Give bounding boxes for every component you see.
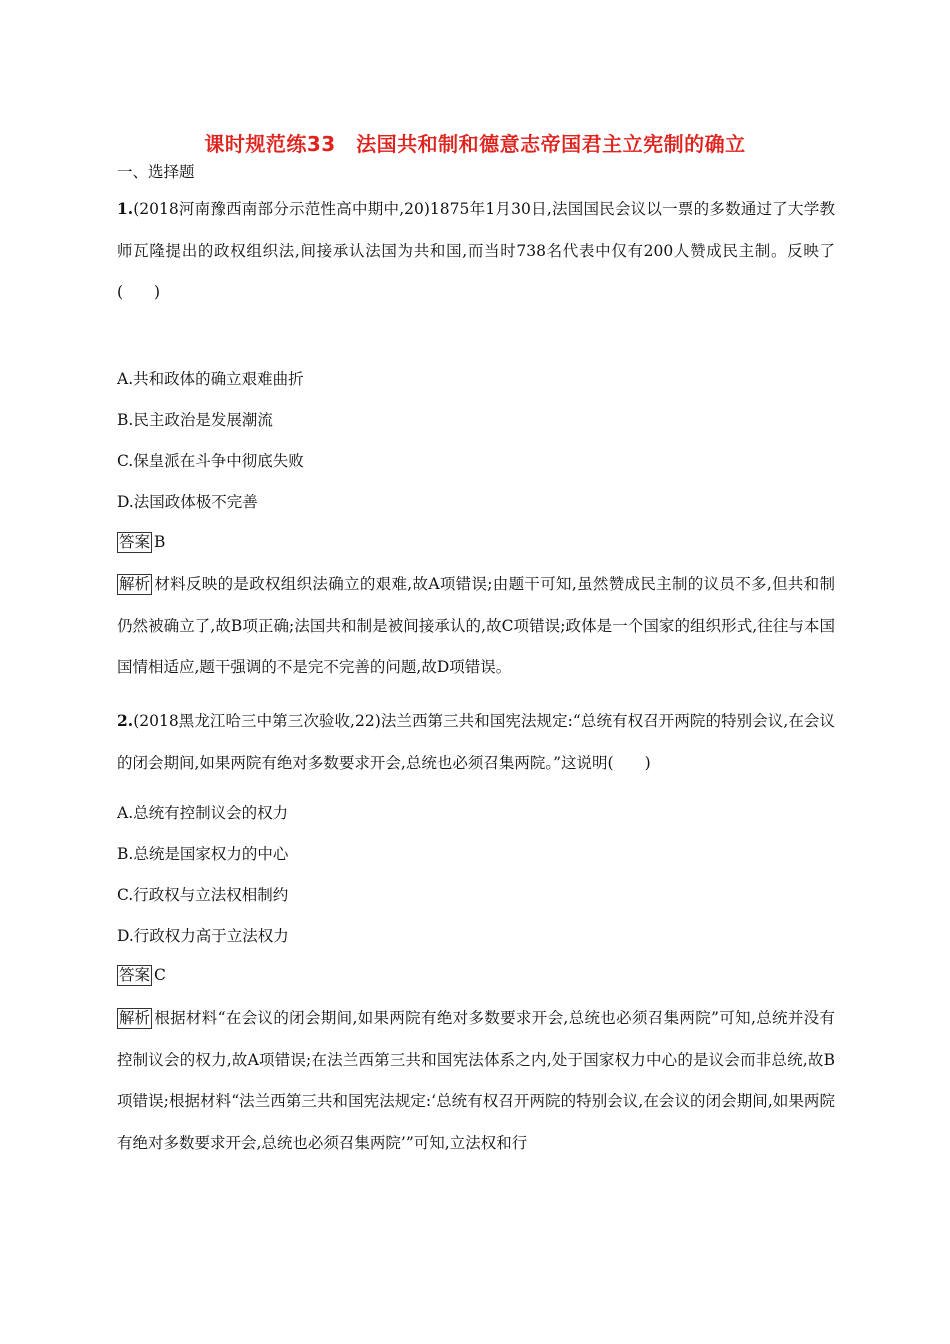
q2-option-b: B.总统是国家权力的中心 (117, 845, 289, 863)
question-text: (2018黑龙江哈三中第三次验收,22)法兰西第三共和国宪法规定:“总统有权召开两院的特别会议,在会议的闭会期间,如果两院有绝对多数要求开会,总统也必须召集两院。”这说明( ) (117, 712, 835, 772)
q2-analysis (117, 998, 835, 1164)
q1-option-c: C.保皇派在斗争中彻底失败 (117, 452, 304, 470)
answer-tag: 答案 (119, 966, 151, 984)
question-1-stem (117, 188, 835, 314)
q1-answer (117, 532, 165, 553)
answer-tag: 答案 (119, 533, 151, 551)
q2-option-a: A.总统有控制议会的权力 (117, 804, 289, 822)
question-2-stem (117, 700, 835, 784)
answer-value: C (154, 966, 166, 984)
q1-option-b: B.民主政治是发展潮流 (117, 411, 273, 429)
section-heading: 一、选择题 (117, 163, 195, 181)
analysis-text: 根据材料“在会议的闭会期间,如果两院有绝对多数要求开会,总统也必须召集两院”可知,总统并没有控制议会的权力,故A项错误;在法兰西第三共和国宪法体系之内,处于国家权力中心的是议会而非总统,故B项错误;根据材料“法兰西第三共和国宪法规定:‘总统有权召开两院的特别会议,在会议的闭会期间,如果两院有绝对多数要求开会,总统也必须召集两院’”可知,立法权和行 (117, 1009, 835, 1152)
question-number: 2. (117, 711, 134, 730)
q2-option-c: C.行政权与立法权相制约 (117, 886, 289, 904)
analysis-tag: 解析 (119, 1009, 151, 1027)
analysis-text: 材料反映的是政权组织法确立的艰难,故A项错误;由题干可知,虽然赞成民主制的议员不多,但共和制仍然被确立了,故B项正确;法国共和制是被间接承认的,故C项错误;政体是一个国家的组织形式,往往与本国国情相适应,题干强调的不是完不完善的问题,故D项错误。 (117, 575, 835, 676)
question-number: 1. (117, 199, 134, 218)
answer-value: B (154, 533, 166, 551)
page-title: 课时规范练33 法国共和制和德意志帝国君主立宪制的确立 (204, 132, 746, 156)
question-text: (2018河南豫西南部分示范性高中期中,20)1875年1月30日,法国国民会议以一票的多数通过了大学教师瓦隆提出的政权组织法,间接承认法国为共和国,而当时738名代表中仅有200人赞成民主制。反映了( ) (117, 200, 835, 301)
q2-answer (117, 965, 166, 986)
analysis-tag: 解析 (119, 575, 151, 593)
q1-option-d: D.法国政体极不完善 (117, 493, 258, 511)
q1-analysis (117, 564, 835, 689)
q2-option-d: D.行政权力高于立法权力 (117, 927, 289, 945)
q1-option-a: A.共和政体的确立艰难曲折 (117, 370, 304, 388)
